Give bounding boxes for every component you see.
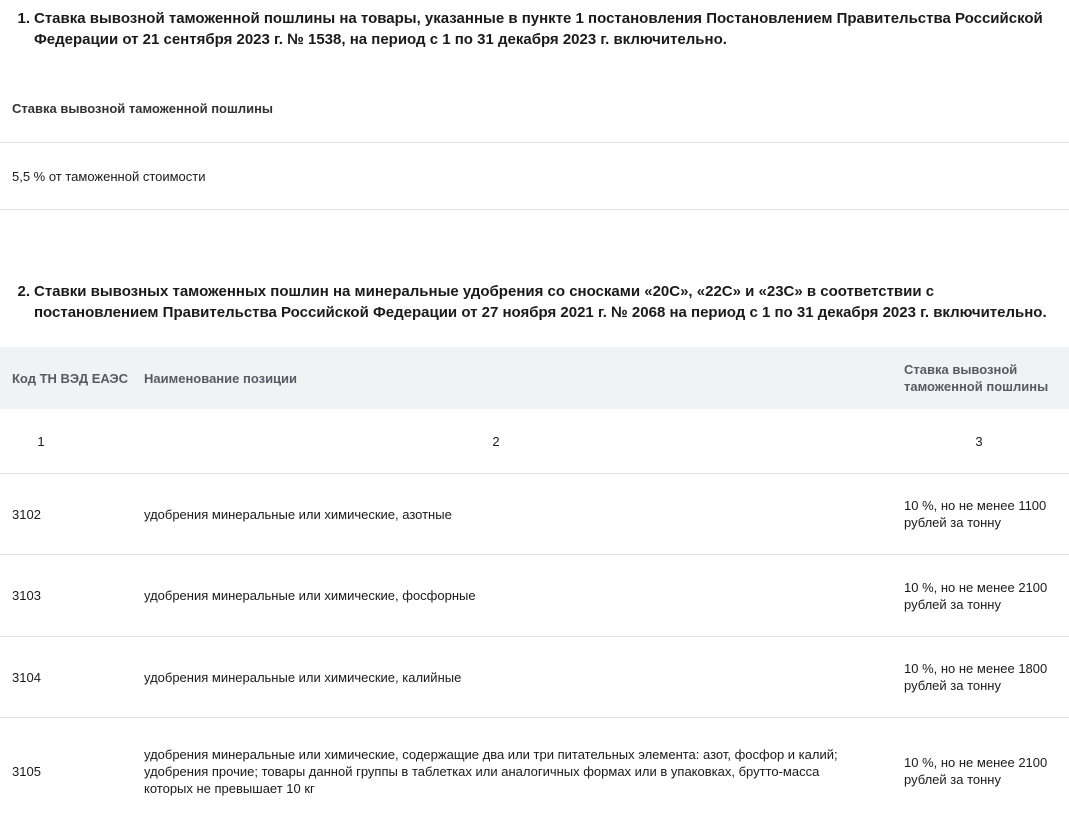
column-number-3: 3	[975, 433, 983, 449]
table-row	[0, 474, 1069, 555]
name-column-header: Наименование позиции	[144, 370, 298, 386]
rate-column-header: Ставка вывозной таможенной пошлины	[904, 362, 1049, 394]
name-cell: удобрения минеральные или химические, содержащие два или три питательных элемента: азот, фосфор и калий; удобрения прочие; товары данной группы в таблетках или аналогичных формах или в упаковках, брутто-масса которых не превышает 10 кг	[144, 746, 838, 796]
rate-cell: 10 %, но не менее 2100 рублей за тонну	[904, 755, 1048, 787]
rate-column-header: Ставка вывозной таможенной пошлины	[12, 101, 274, 116]
table-row	[0, 143, 1069, 210]
name-cell: удобрения минеральные или химические, азотные	[144, 506, 452, 522]
column-number-1: 1	[37, 433, 45, 449]
column-number-2: 2	[492, 433, 500, 449]
section-2-number: 2.	[17, 283, 30, 300]
section-1-table	[0, 75, 1069, 210]
column-number-row	[0, 409, 1069, 474]
name-cell: удобрения минеральные или химические, калийные	[144, 669, 462, 685]
rate-cell: 10 %, но не менее 1100 рублей за тонну	[904, 498, 1047, 530]
code-column-header: Код ТН ВЭД ЕАЭС	[12, 370, 129, 386]
rate-value: 5,5 % от таможенной стоимости	[12, 168, 206, 184]
table-header-row	[0, 75, 1069, 143]
name-cell: удобрения минеральные или химические, фосфорные	[144, 588, 476, 603]
rate-cell: 10 %, но не менее 1800 рублей за тонну	[904, 661, 1048, 693]
section-1-title: Ставка вывозной таможенной пошлины на товары, указанные в пункте 1 постановления Постановлением Правительства Российской Федерации от 21 сентября 2023 г. № 1538, на период с 1 по 31 декабря 2023 г. включительно.	[34, 10, 1043, 48]
table-row	[0, 637, 1069, 718]
rate-cell: 10 %, но не менее 2100 рублей за тонну	[904, 579, 1048, 612]
code-cell: 3105	[12, 763, 41, 779]
code-cell: 3103	[12, 588, 41, 603]
code-cell: 3104	[12, 669, 41, 685]
section-2-table	[0, 347, 1069, 824]
table-header-row	[0, 347, 1069, 409]
section-1-number: 1.	[17, 10, 30, 27]
code-cell: 3102	[12, 506, 41, 522]
section-2-title: Ставки вывозных таможенных пошлин на минеральные удобрения со сносками «20С», «22С» и «23С» в соответствии с постановлением Правительства Российской Федерации от 27 ноября 2021 г. № 2068 на период с 1 по 31 декабря 2023 г. включительно.	[34, 283, 1047, 321]
table-row	[0, 718, 1069, 824]
table-row	[0, 555, 1069, 637]
